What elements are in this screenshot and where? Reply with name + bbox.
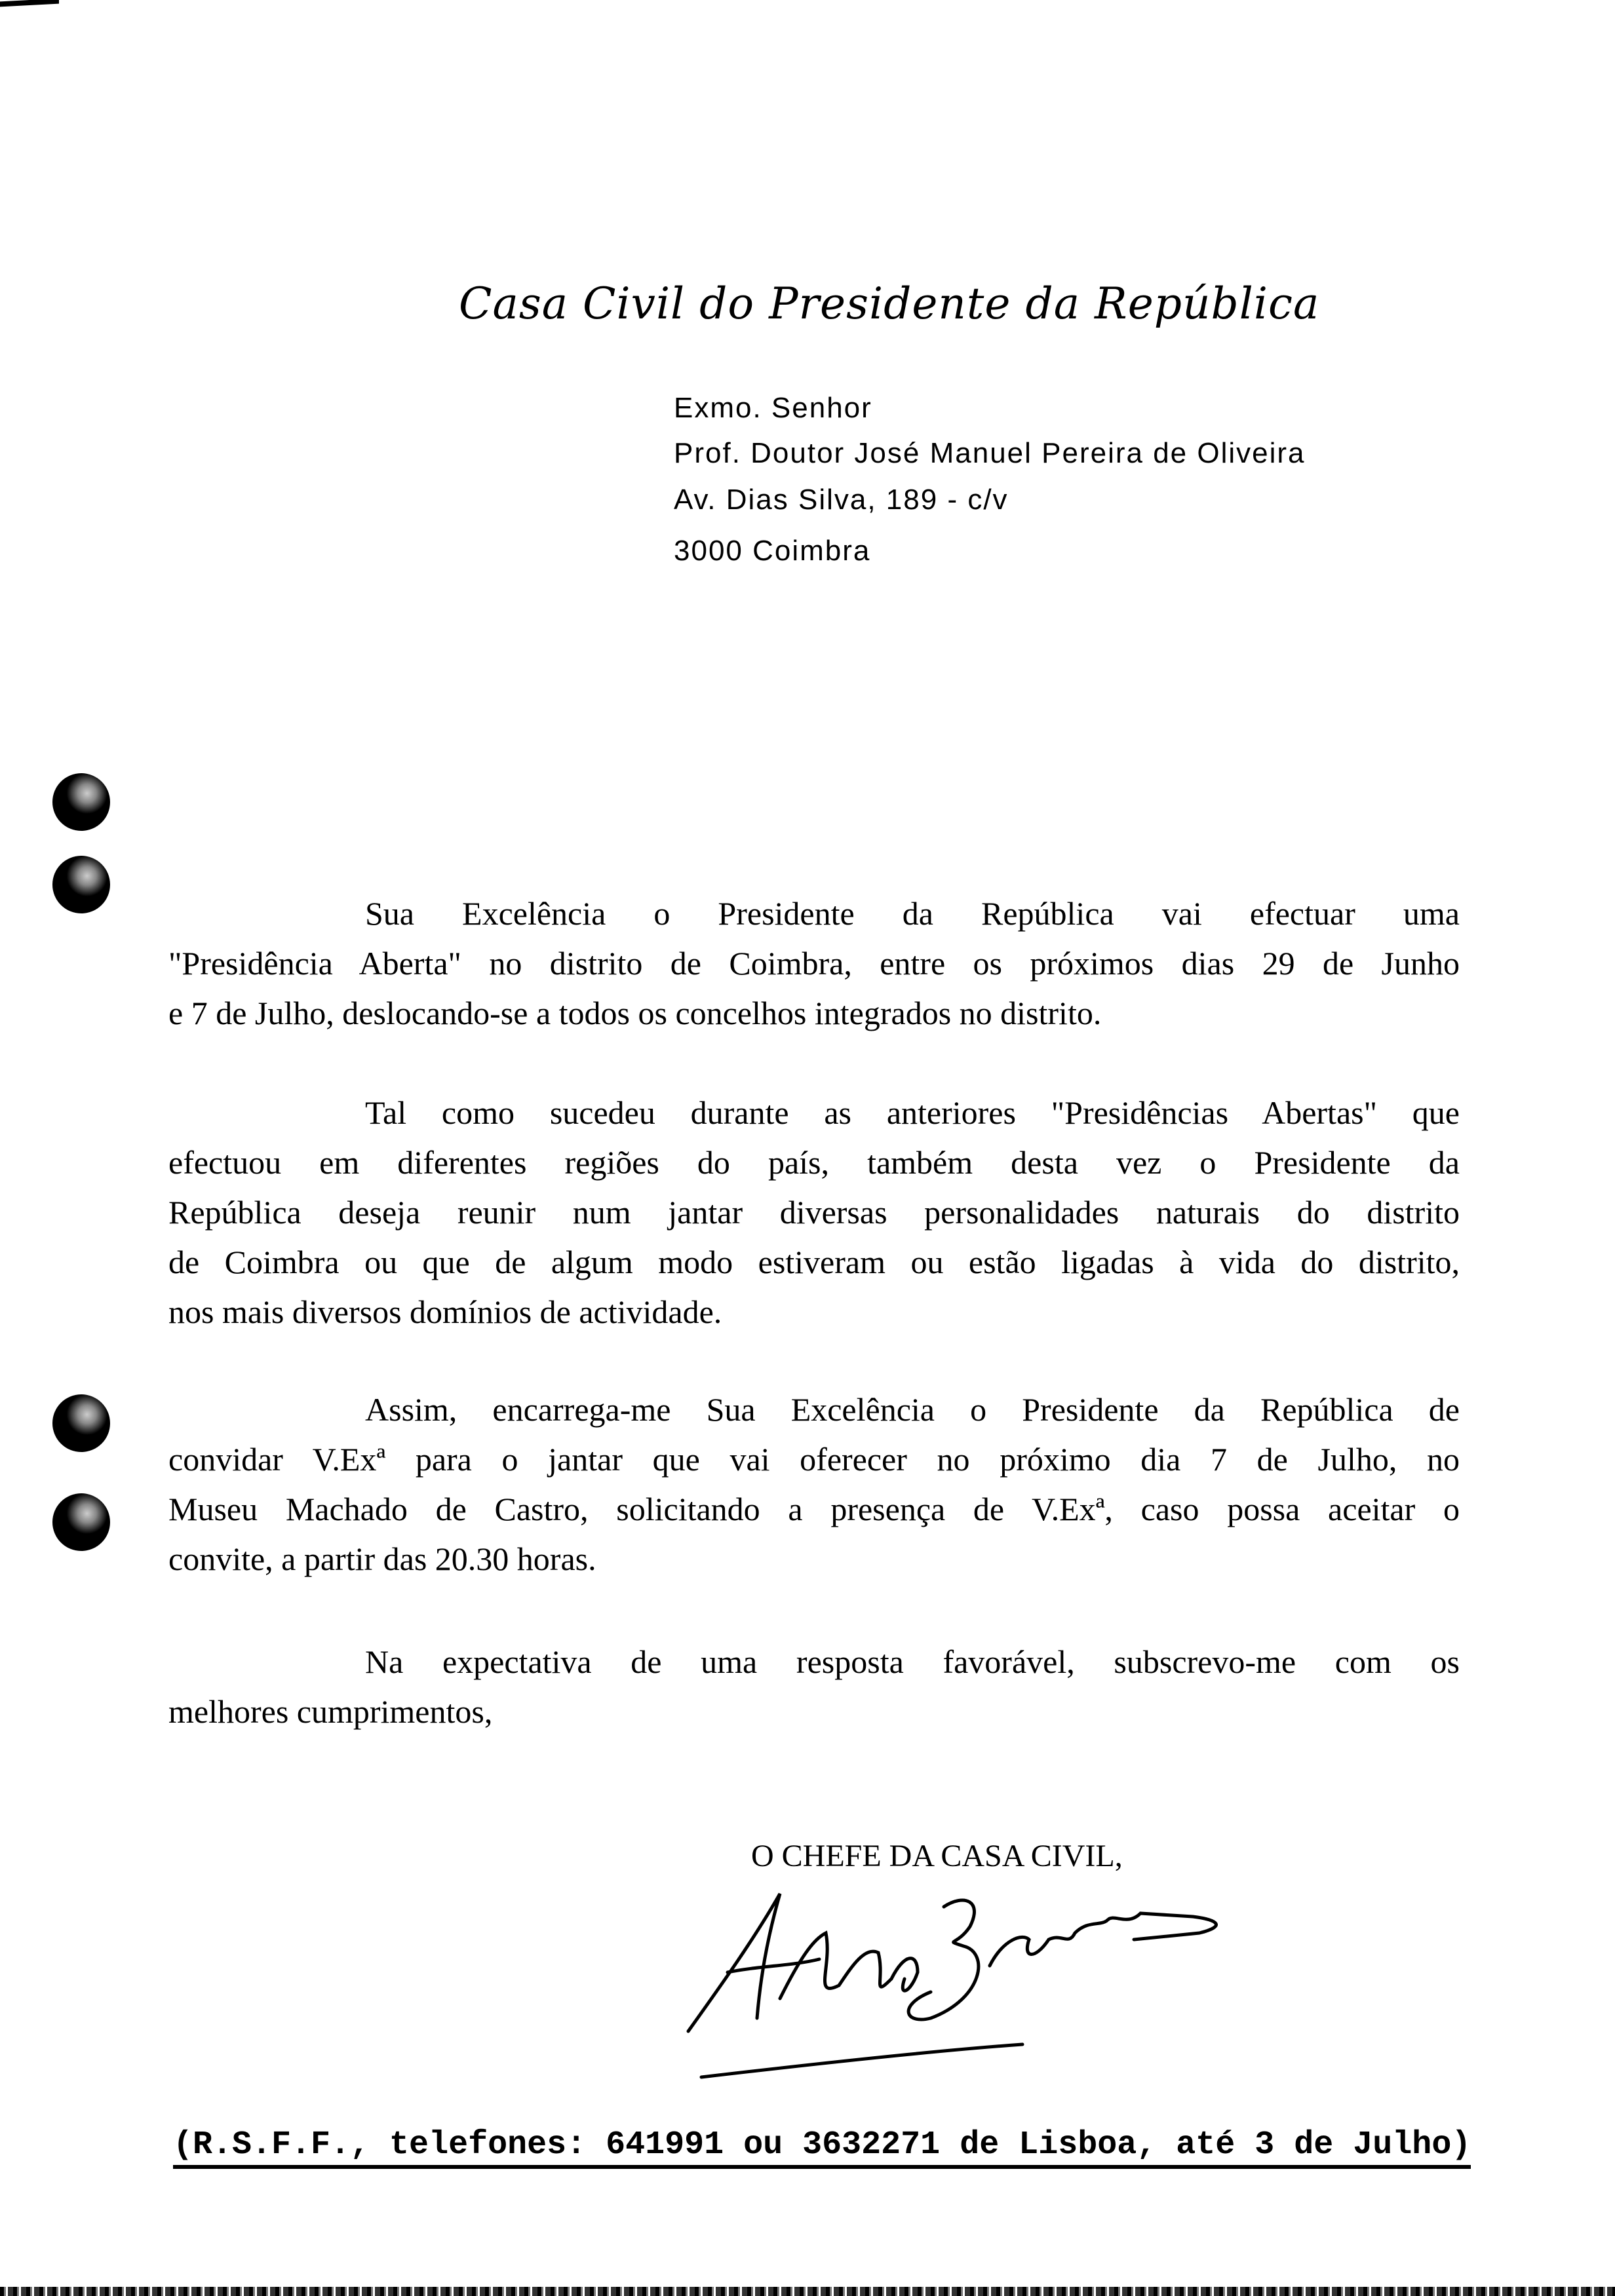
letterhead: Casa Civil do Presidente da República [459,278,1320,329]
punch-hole [52,1493,110,1551]
body-paragraph-1 [168,889,1460,1038]
text-line: e 7 de Julho, deslocando-se a todos os concelhos integrados no distrito. [168,995,1102,1031]
scan-artifact [0,2287,1615,2296]
text-line: melhores cumprimentos, [168,1693,493,1730]
body-paragraph-2 [168,1088,1460,1337]
text-line: efectuou em diferentes regiões do país, também desta vez o Presidente da [168,1144,1460,1181]
punch-hole [52,856,110,913]
text-line: de Coimbra ou que de algum modo estiveram ou estão ligadas à vida do distrito, [168,1244,1460,1280]
text-line: Museu Machado de Castro, solicitando a presença de V.Exª, caso possa aceitar o [168,1491,1460,1527]
text-line: convite, a partir das 20.30 horas. [168,1540,596,1577]
text-line: Tal como sucedeu durante as anteriores "Presidências Abertas" que [365,1094,1460,1131]
text-line: "Presidência Aberta" no distrito de Coimbra, entre os próximos dias 29 de Junho [168,945,1460,982]
text-line: Na expectativa de uma resposta favorável, subscrevo-me com os [365,1643,1460,1680]
signature [682,1867,1232,2084]
body-paragraph-3 [168,1385,1460,1584]
recipient-salutation: Exmo. Senhor [674,392,872,424]
recipient-city: 3000 Coimbra [674,535,871,567]
text-line: convidar V.Exª para o jantar que vai oferecer no próximo dia 7 de Julho, no [168,1441,1460,1478]
text-line: nos mais diversos domínios de actividade. [168,1293,722,1330]
punch-hole [52,773,110,831]
punch-hole [52,1394,110,1452]
text-line: Assim, encarrega-me Sua Excelência o Presidente da República de [365,1391,1460,1428]
scan-artifact [0,0,59,7]
text-line: República deseja reunir num jantar diversas personalidades naturais do distrito [168,1194,1460,1231]
footer-note: (R.S.F.F., telefones: 641991 ou 3632271 de Lisboa, até 3 de Julho) [173,2126,1471,2169]
text-line: Sua Excelência o Presidente da República vai efectuar uma [365,895,1460,932]
recipient-street: Av. Dias Silva, 189 - c/v [674,484,1009,516]
recipient-name: Prof. Doutor José Manuel Pereira de Oliveira [674,437,1306,469]
closing-title: O CHEFE DA CASA CIVIL, [751,1839,1123,1873]
body-paragraph-4 [168,1637,1460,1736]
